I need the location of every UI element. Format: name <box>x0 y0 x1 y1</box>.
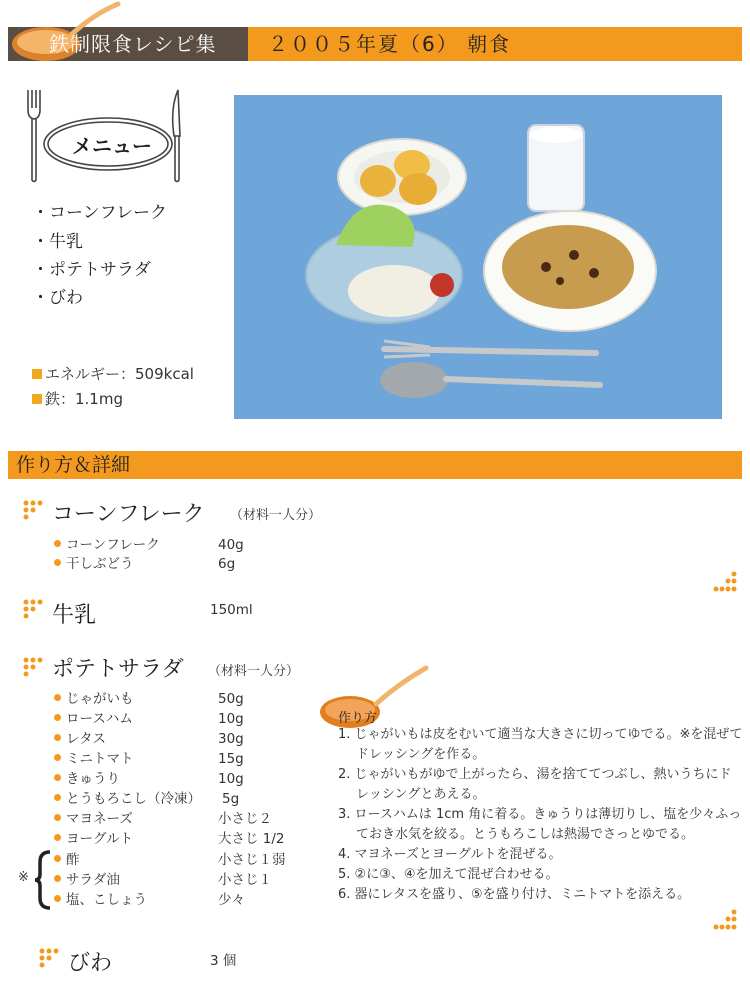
ingredient-row <box>54 709 133 729</box>
ingredient-row <box>54 829 133 849</box>
ingredient-name: 塩、こしょう <box>66 892 147 908</box>
ingredient-row <box>54 769 120 789</box>
ingredient-qty: 小さじ１弱 <box>218 852 286 868</box>
dots-corner-icon <box>712 570 740 594</box>
bullet-square-icon <box>32 369 42 379</box>
menu-item-potato-salad: ・ポテトサラダ <box>32 260 151 280</box>
dish-qty-milk: 150ml <box>210 602 253 618</box>
ingredient-name: きゅうり <box>66 771 120 787</box>
energy-row <box>32 362 194 387</box>
step-item: 2. じゃがいもがゆで上がったら、湯を捨ててつぶし、熱いうちにドレッシングとあえる。 <box>338 767 732 802</box>
bullet-dot-icon <box>54 895 61 902</box>
ingredient-name: コーンフレーク <box>66 537 160 553</box>
ingredient-row <box>54 689 134 709</box>
dish-qty-loquat: 3 個 <box>210 953 237 969</box>
series-title: 鉄制限食レシピ集 <box>49 32 217 56</box>
menu-label: メニュー <box>72 134 152 158</box>
dish-title-cornflake: コーンフレーク <box>52 502 205 527</box>
dish-title-potato-salad: ポテトサラダ <box>52 657 184 682</box>
ingredient-qty: 少々 <box>218 892 245 908</box>
dressing-mark: ※ <box>18 870 29 885</box>
dish-note-potato-salad: （材料一人分） <box>208 664 300 679</box>
ingredient-row <box>54 749 134 769</box>
step-item: 1. じゃがいもは皮をむいて適当な大きさに切ってゆでる。※を混ぜてドレッシングを作る。 <box>338 727 743 762</box>
iron-value: 鉄：1.1mg <box>45 390 123 408</box>
ingredient-row <box>54 554 134 574</box>
bullet-dot-icon <box>54 855 61 862</box>
dots-bullet-icon <box>22 656 46 678</box>
menu-item-loquat: ・びわ <box>32 288 83 308</box>
dots-bullet-icon <box>22 499 46 521</box>
ingredient-name: レタス <box>66 731 106 747</box>
ingredient-name: マヨネーズ <box>66 811 133 827</box>
ingredient-row <box>54 870 120 890</box>
ingredient-row <box>54 850 80 870</box>
bullet-dot-icon <box>54 875 61 882</box>
brace-icon <box>34 850 52 910</box>
ingredient-qty: 大さじ 1/2 <box>218 831 285 847</box>
dots-bullet-icon <box>38 947 62 969</box>
ingredient-qty: 30g <box>218 731 244 747</box>
dots-corner-icon <box>712 908 740 932</box>
ingredient-qty: 50g <box>218 691 244 707</box>
ingredient-row <box>54 809 133 829</box>
bullet-dot-icon <box>54 774 61 781</box>
step-item: 4. マヨネーズとヨーグルトを混ぜる。 <box>338 847 562 862</box>
step-item: 5. ②に③、④を加えて混ぜ合わせる。 <box>338 867 559 882</box>
dots-bullet-icon <box>22 598 46 620</box>
section-title: 作り方＆詳細 <box>16 454 131 476</box>
bullet-dot-icon <box>54 559 61 566</box>
dish-title-loquat: びわ <box>68 951 113 976</box>
bullet-dot-icon <box>54 540 61 547</box>
ingredient-name: ミニトマト <box>66 751 134 767</box>
ingredient-qty: 10g <box>218 711 244 727</box>
ingredient-qty: 40g <box>218 537 244 553</box>
ingredient-row <box>54 890 147 910</box>
page-title: ２００５年夏（6） 朝食 <box>268 32 512 56</box>
bullet-square-icon <box>32 394 42 404</box>
ingredient-name: サラダ油 <box>66 872 120 888</box>
bullet-dot-icon <box>54 814 61 821</box>
step-item: 6. 器にレタスを盛り、⑤を盛り付け、ミニトマトを添える。 <box>338 887 691 902</box>
ingredient-row <box>54 789 201 809</box>
iron-row <box>32 387 194 412</box>
dish-title-milk: 牛乳 <box>52 603 97 628</box>
ingredient-qty: 小さじ１ <box>218 872 272 888</box>
step-item: 3. ロースハムは 1cm 角に着る。きゅうりは薄切りし、塩を少々ふっておき水気を絞る。とうもろこしは熱湯でさっとゆでる。 <box>338 807 742 842</box>
energy-value: エネルギー：509kcal <box>45 365 194 383</box>
ingredient-row <box>54 729 106 749</box>
bullet-dot-icon <box>54 734 61 741</box>
ingredient-qty: 6g <box>218 556 236 572</box>
ingredient-name: 干しぶどう <box>66 556 134 572</box>
bullet-dot-icon <box>54 694 61 701</box>
bullet-dot-icon <box>54 834 61 841</box>
nutrition-info <box>32 362 194 412</box>
ingredient-name: じゃがいも <box>66 691 134 707</box>
ingredient-name: ヨーグルト <box>66 831 134 847</box>
ingredient-name: とうもろこし（冷凍） <box>66 791 201 807</box>
bullet-dot-icon <box>54 714 61 721</box>
dish-note-cornflake: （材料一人分） <box>230 508 322 523</box>
menu-item-milk: ・牛乳 <box>32 232 83 252</box>
ingredient-name: ロースハム <box>66 711 133 727</box>
ingredient-qty: 10g <box>218 771 244 787</box>
menu-item-cornflake: ・コーンフレーク <box>32 203 167 223</box>
ingredient-qty: 15g <box>218 751 244 767</box>
ingredient-qty: 小さじ２ <box>218 811 272 827</box>
bullet-dot-icon <box>54 794 61 801</box>
ingredient-qty: 5g <box>222 791 240 807</box>
steps-label: 作り方 <box>338 711 378 726</box>
steps-list <box>338 725 743 905</box>
ingredient-row <box>54 535 160 555</box>
bullet-dot-icon <box>54 754 61 761</box>
meal-photo <box>234 95 722 419</box>
ingredient-name: 酢 <box>66 852 80 868</box>
